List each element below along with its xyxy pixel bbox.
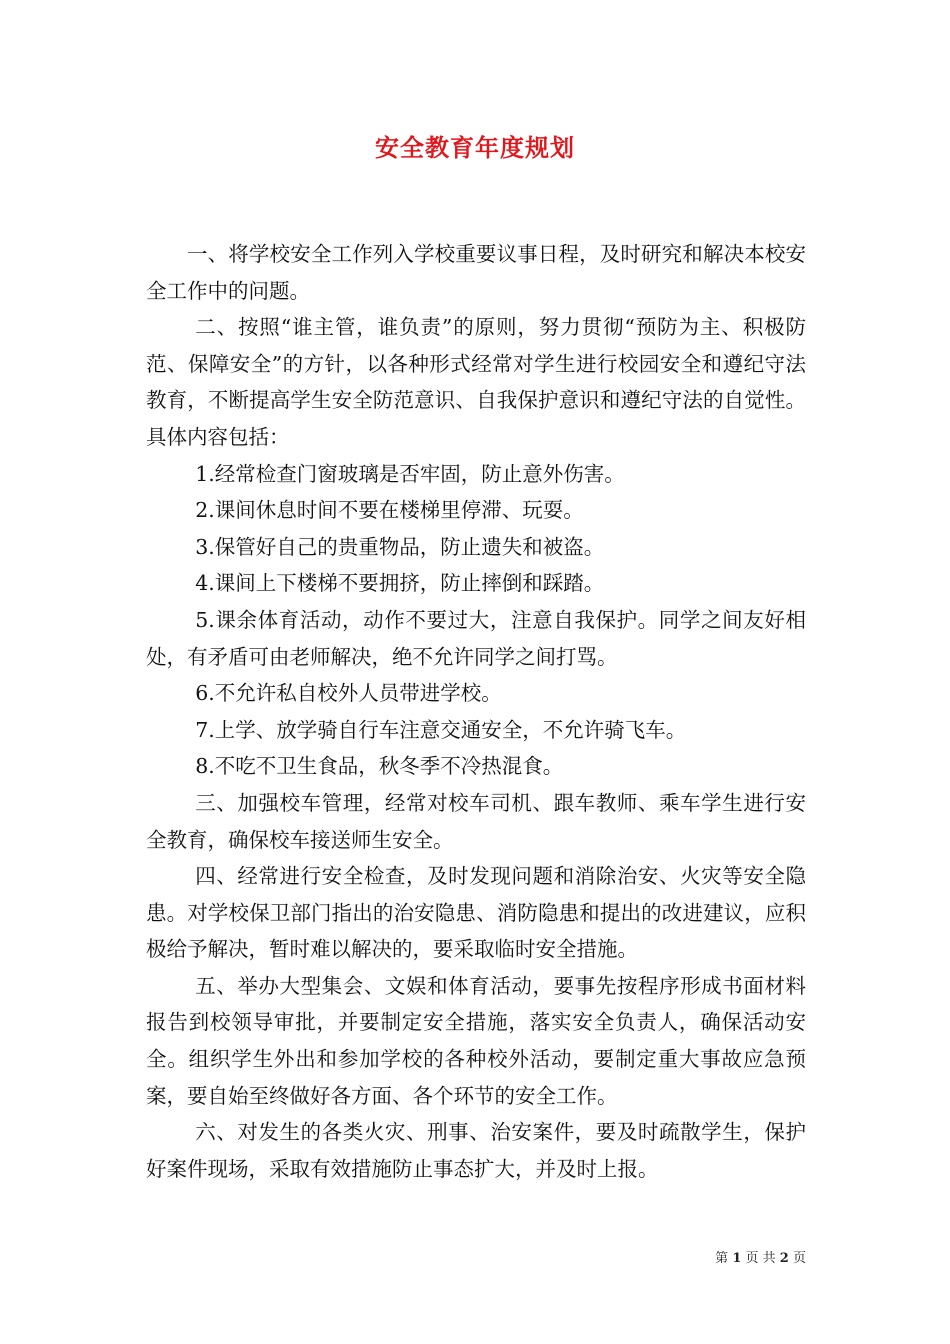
paragraph-4: 四、经常进行安全检查，及时发现问题和消除治安、火灾等安全隐患。对学校保卫部门指出的治安隐患、消防隐患和提出的改进建议，应积极给予解决，暂时难以解决的，要采取临时安全措施。 <box>146 864 806 962</box>
footer-prefix: 第 <box>715 1251 729 1266</box>
list-item-3: 3.保管好自己的贵重物品，防止遗失和被盗。 <box>195 534 605 559</box>
footer-middle: 页 共 <box>745 1251 776 1266</box>
list-item-1: 1.经常检查门窗玻璃是否牢固，防止意外伤害。 <box>195 461 625 486</box>
paragraph-3: 三、加强校车管理，经常对校车司机、跟车教师、乘车学生进行安全教育，确保校车接送师生安全。 <box>146 790 806 852</box>
document-body <box>146 236 806 1187</box>
paragraph-1: 一、将学校安全工作列入学校重要议事日程，及时研究和解决本校安全工作中的问题。 <box>146 242 806 303</box>
paragraph-5: 五、举办大型集会、文娱和体育活动，要事先按程序形成书面材料报告到校领导审批，并要制定安全措施，落实安全负责人，确保活动安全。组织学生外出和参加学校的各种校外活动，要制定重大事故应急预案，要自始至终做好各方面、各个环节的安全工作。 <box>146 973 806 1108</box>
list-item-5: 5.课余体育活动，动作不要过大，注意自我保护。同学之间友好相处，有矛盾可由老师解决，绝不允许同学之间打骂。 <box>146 607 806 669</box>
document-title: 安全教育年度规划 <box>375 134 575 162</box>
list-item-4: 4.课间上下楼梯不要拥挤，防止摔倒和踩踏。 <box>195 571 605 596</box>
list-item-6: 6.不允许私自校外人员带进学校。 <box>195 681 502 706</box>
list-item-2: 2.课间休息时间不要在楼梯里停滞、玩耍。 <box>195 498 584 523</box>
list-item-7: 7.上学、放学骑自行车注意交通安全，不允许骑飞车。 <box>195 717 687 742</box>
paragraph-6: 六、对发生的各类火灾、刑事、治安案件，要及时疏散学生，保护好案件现场，采取有效措施防止事态扩大，并及时上报。 <box>146 1120 806 1181</box>
page-number-footer <box>715 1247 806 1266</box>
footer-current-page: 1 <box>732 1251 742 1266</box>
footer-total-pages: 2 <box>779 1251 789 1266</box>
footer-suffix: 页 <box>792 1251 806 1266</box>
paragraph-2: 二、按照“谁主管，谁负责”的原则，努力贯彻“预防为主、积极防范、保障安全”的方针，以各种形式经常对学生进行校园安全和遵纪守法教育，不断提高学生安全防范意识、自我保护意识和遵纪守法的自觉性。具体内容包括： <box>146 315 806 449</box>
list-item-8: 8.不吃不卫生食品，秋冬季不冷热混食。 <box>195 754 564 779</box>
